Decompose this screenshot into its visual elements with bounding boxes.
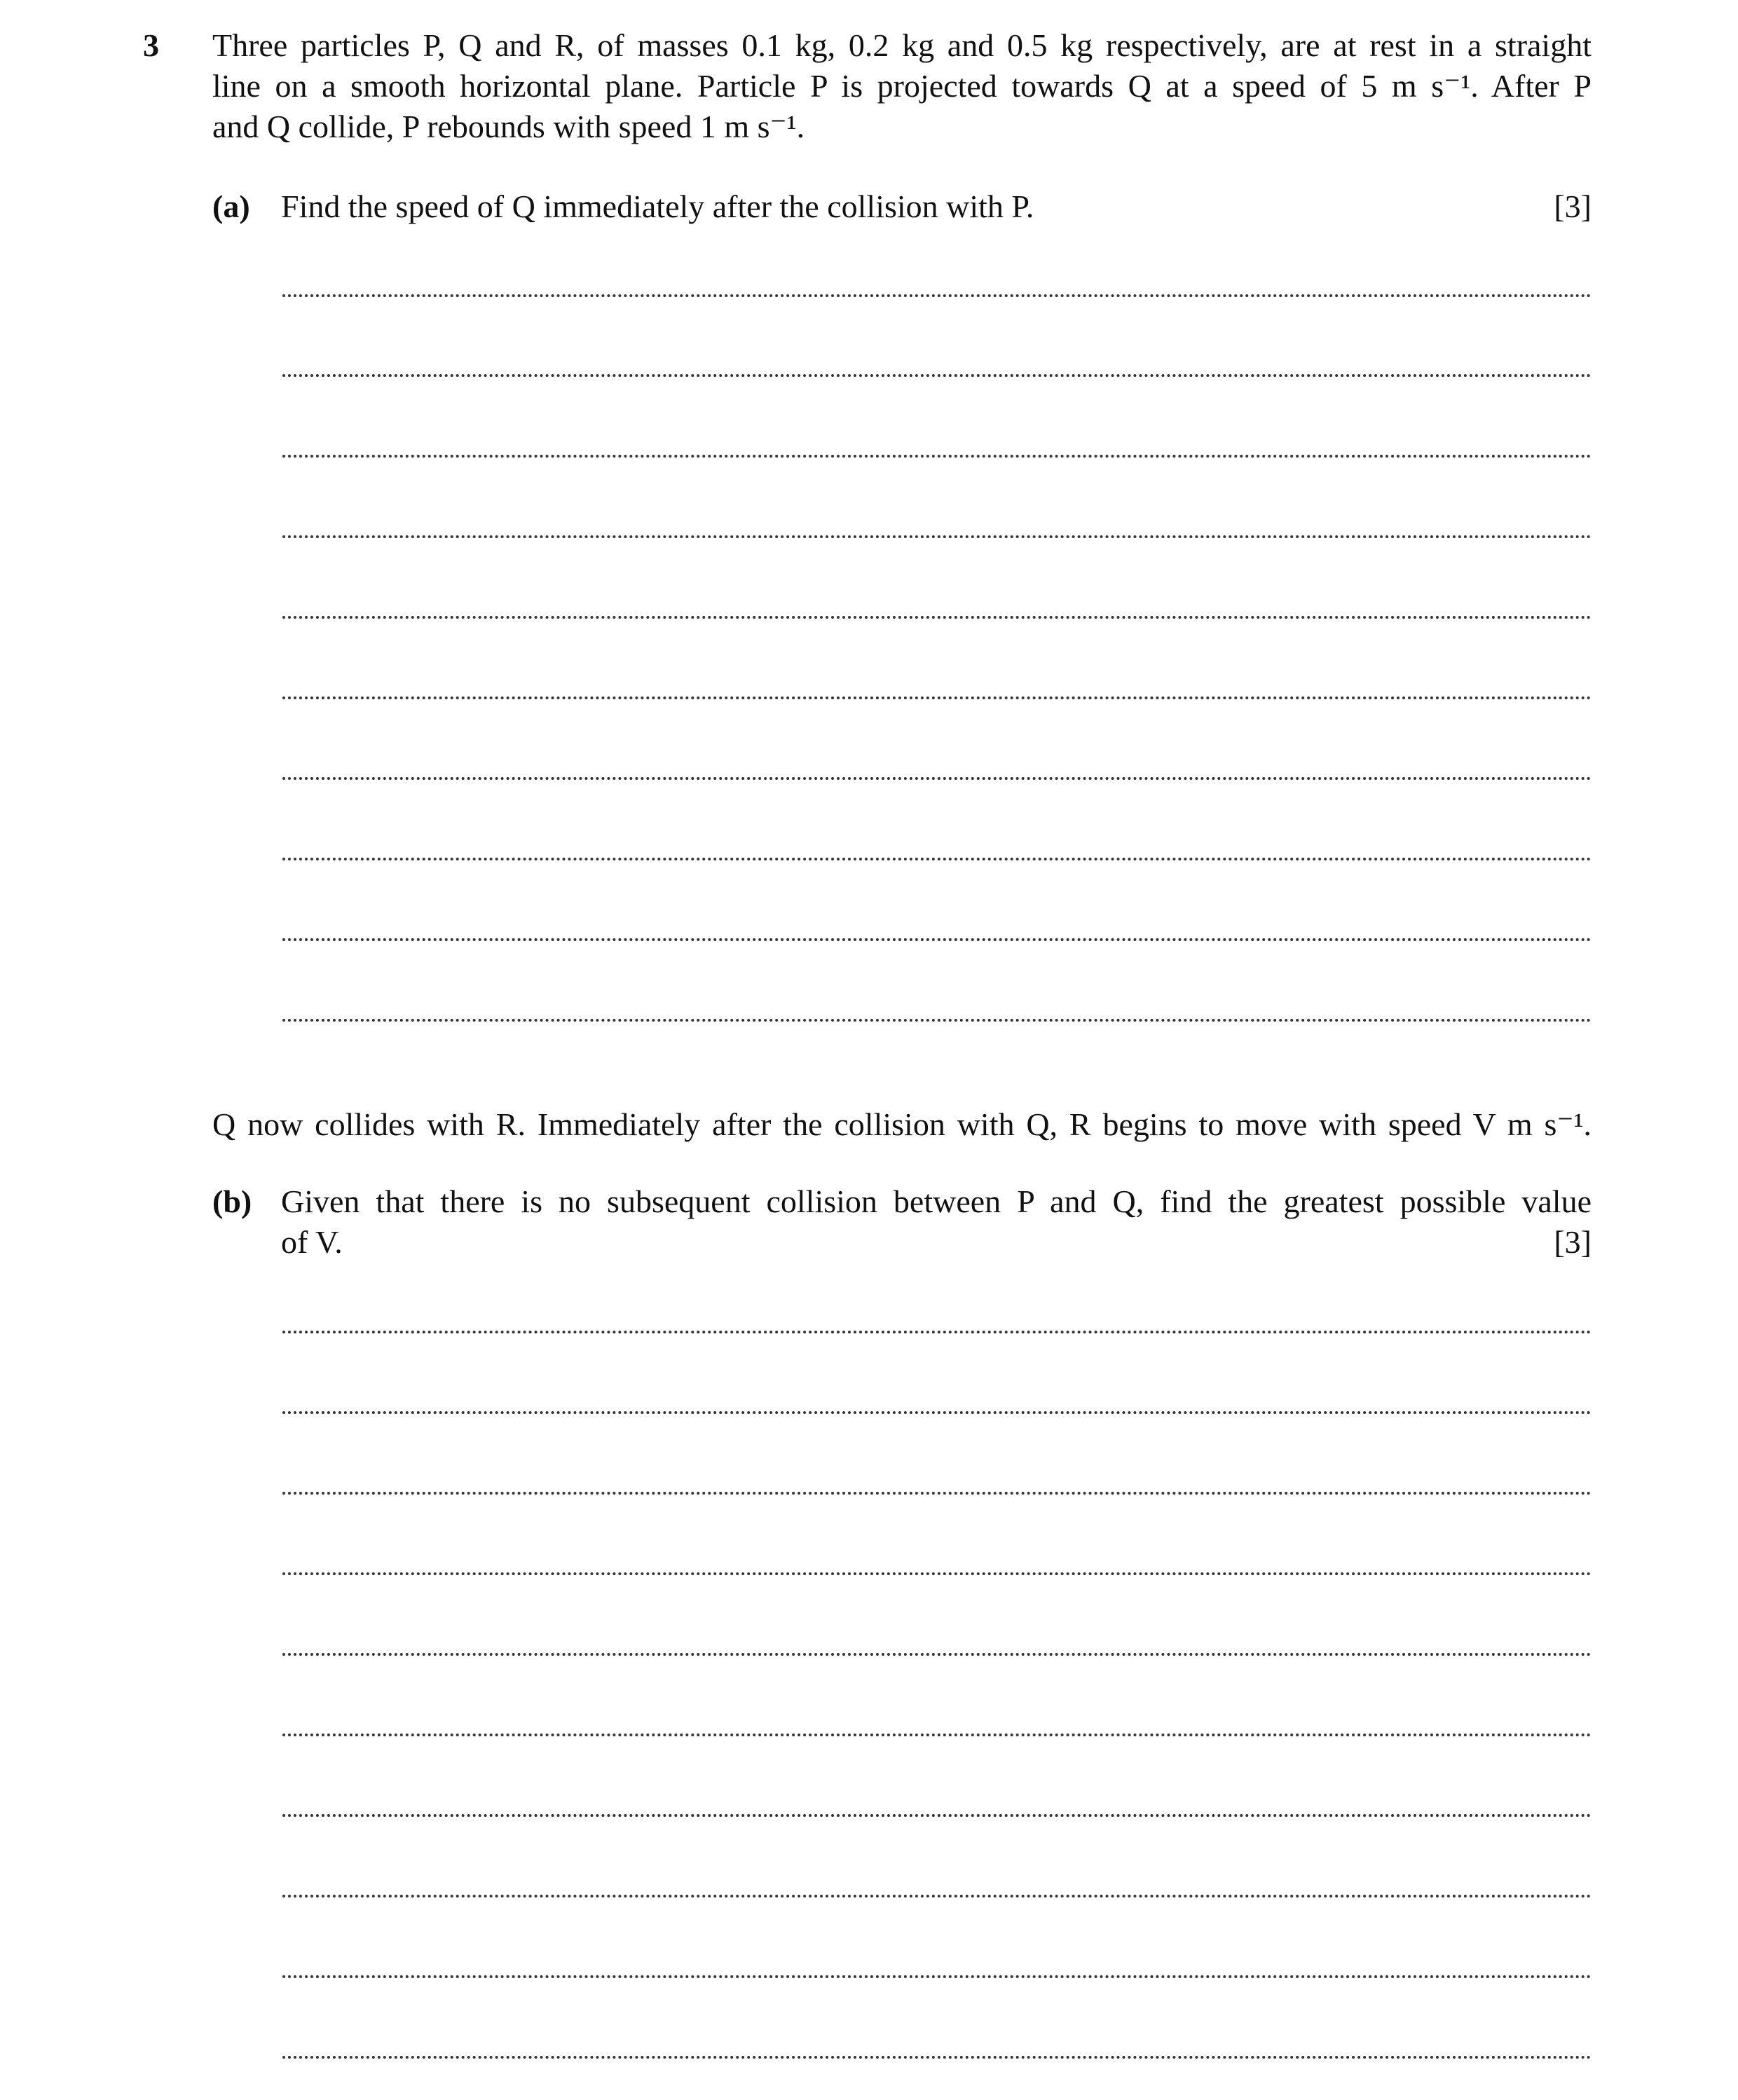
question-number: 3 xyxy=(143,27,159,63)
answer-line[interactable] xyxy=(282,455,1592,458)
answer-line[interactable] xyxy=(282,1411,1592,1414)
part-a-text: Find the speed of Q immediately after the collision with P. xyxy=(281,188,1034,224)
answer-line[interactable] xyxy=(282,1975,1592,1978)
answer-line[interactable] xyxy=(282,1019,1592,1022)
part-b-text-line-1: Given that there is no subsequent collision between P and Q, find the greatest possible value xyxy=(281,1183,1592,1219)
answer-line[interactable] xyxy=(282,1814,1592,1817)
answer-line[interactable] xyxy=(282,1653,1592,1656)
answer-line[interactable] xyxy=(282,535,1592,538)
answer-line[interactable] xyxy=(282,938,1592,941)
answer-line[interactable] xyxy=(282,2056,1592,2059)
answer-line[interactable] xyxy=(282,374,1592,377)
part-a-marks: [3] xyxy=(1554,188,1592,224)
answer-line[interactable] xyxy=(282,616,1592,619)
stem-line-3: and Q collide, P rebounds with speed 1 m s⁻¹. xyxy=(212,109,805,144)
answer-line[interactable] xyxy=(282,696,1592,699)
answer-line[interactable] xyxy=(282,858,1592,860)
answer-line[interactable] xyxy=(282,1895,1592,1897)
interlude xyxy=(212,1104,1592,1145)
part-a-label: (a) xyxy=(212,188,250,224)
answer-line[interactable] xyxy=(282,294,1592,297)
stem-line-1: Three particles P, Q and R, of masses 0.1 kg, 0.2 kg and 0.5 kg respectively, are at rest in a straight xyxy=(212,27,1592,63)
answer-line[interactable] xyxy=(282,777,1592,780)
question-stem xyxy=(212,25,1592,147)
answer-line[interactable] xyxy=(282,1734,1592,1736)
stem-line-2: line on a smooth horizontal plane. Particle P is projected towards Q at a speed of 5 m s⁻¹. After P xyxy=(212,68,1592,104)
answer-line[interactable] xyxy=(282,1331,1592,1333)
part-b-text-line-2: of V. xyxy=(281,1224,343,1260)
part-b-label: (b) xyxy=(212,1183,252,1219)
answer-line[interactable] xyxy=(282,1572,1592,1575)
part-b-text xyxy=(281,1181,1592,1263)
part-b xyxy=(212,1181,1592,1263)
answer-line[interactable] xyxy=(282,1492,1592,1495)
part-b-marks: [3] xyxy=(1554,1224,1592,1260)
interlude-text: Q now collides with R. Immediately after the collision with Q, R begins to move with speed V m s⁻¹. xyxy=(212,1106,1592,1142)
part-a xyxy=(212,186,1592,227)
